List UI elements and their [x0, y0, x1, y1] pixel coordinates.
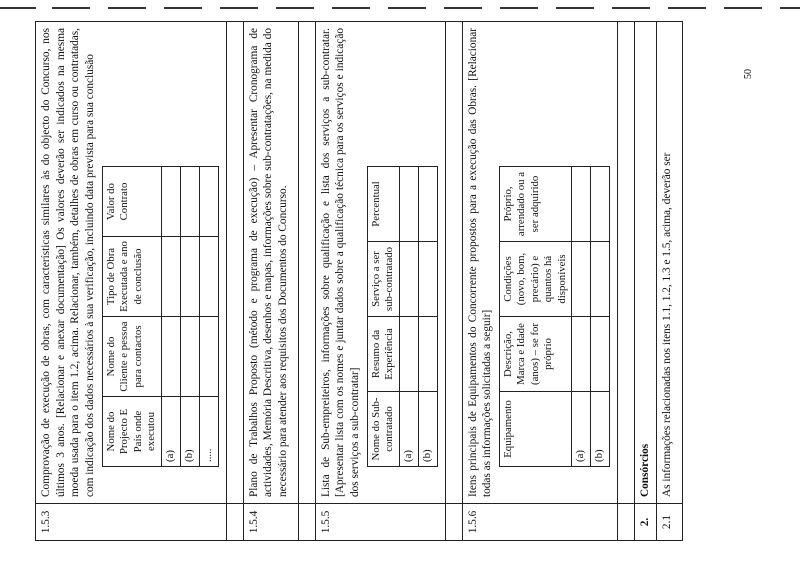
column-header: Tipo de Obra Executada e ano de conclusão [102, 237, 161, 317]
section-text: Itens principais de Equipamentos do Concorrente propostos para a execução das Obras. [Relacionar todas as informações solicitadas a seguir] [466, 28, 494, 497]
section-text: Lista de Sub-empreiteiros, informações sobre qualificação e lista dos serviços a sub-contratar. [Apresentar lista com os nomes e juntar dados sobre a qualificação técnica para os serviços e indicação dos serviços a sub-contratar] [319, 28, 361, 497]
table-row: (a) [161, 167, 180, 467]
column-header: Resumo da Experiência [367, 317, 399, 392]
column-header: Nome do Cliente e pessoa para contactos [102, 317, 161, 397]
section-text: Comprovação de execução de obras, com características similares às do objecto do Concurso, nos últimos 3 anos. [Relacionar e anexar documentação] Os valores deverão ser indicados na mesma moeda usada para o item 1.2, acima. Relacionar, também, detalhes de obras em curso ou contratadas, com indicação dos dados necessários à sua verificação, incluindo data prevista para sua conclusão [40, 28, 97, 497]
table-row: (a) [399, 167, 418, 467]
section-text: As informações relacionadas nos itens 1.1, 1.2, 1.3 e 1.5, acima, deverão ser [661, 152, 674, 497]
section-1-5-4 [243, 22, 298, 541]
section-1-5-3 [36, 22, 227, 541]
works-table [102, 166, 219, 467]
rotated-document [35, 21, 765, 541]
column-header: Valor do Contrato [102, 167, 161, 237]
section-number: 1.5.6 [462, 504, 618, 541]
table-row: (b) [591, 167, 610, 467]
column-header: Próprio, arrendado ou a ser adquirido [499, 167, 571, 242]
table-row: (b) [418, 167, 437, 467]
subcontractors-table [367, 166, 438, 467]
column-header: Equipamento [499, 392, 571, 467]
section-number: 1.5.3 [36, 504, 227, 541]
column-header: Percentual [367, 167, 399, 242]
requirements-table [35, 21, 683, 541]
section-text: Plano de Trabalhos Proposto (método e programa de execução) – Apresentar Cronograma de actividades, Memória Descritiva, desenhos e mapas, informações sobre sub-contratações, na medida do necessário para atender aos requisitos dos Documentos do Concurso. [247, 28, 289, 497]
equipment-table [499, 166, 610, 467]
section-1-5-6 [462, 22, 618, 541]
section-2 [635, 22, 657, 541]
section-2-1 [657, 22, 683, 541]
section-1-5-5 [315, 22, 445, 541]
top-dashed-line [0, 0, 800, 20]
section-number: 1.5.5 [315, 504, 445, 541]
column-header: Nome do Sub-contratado [367, 392, 399, 467]
page-number: 50 [742, 69, 754, 79]
table-row: (a) [572, 167, 591, 467]
column-header: Descrição, Marca e Idade (anos) – se for próprio [499, 317, 571, 392]
table-row: (b) [180, 167, 199, 467]
table-row: ..... [199, 167, 218, 467]
section-number: 2.1 [657, 504, 683, 541]
column-header: Serviço a ser sub-contratado [367, 242, 399, 317]
section-number: 2. [635, 504, 657, 541]
section-number: 1.5.4 [243, 504, 298, 541]
section-heading: Consórcios [635, 22, 657, 504]
column-header: Nome do Projecto E País onde executou [102, 397, 161, 467]
column-header: Condições (novo, bom, precário) e quantos há disponíveis [499, 242, 571, 317]
